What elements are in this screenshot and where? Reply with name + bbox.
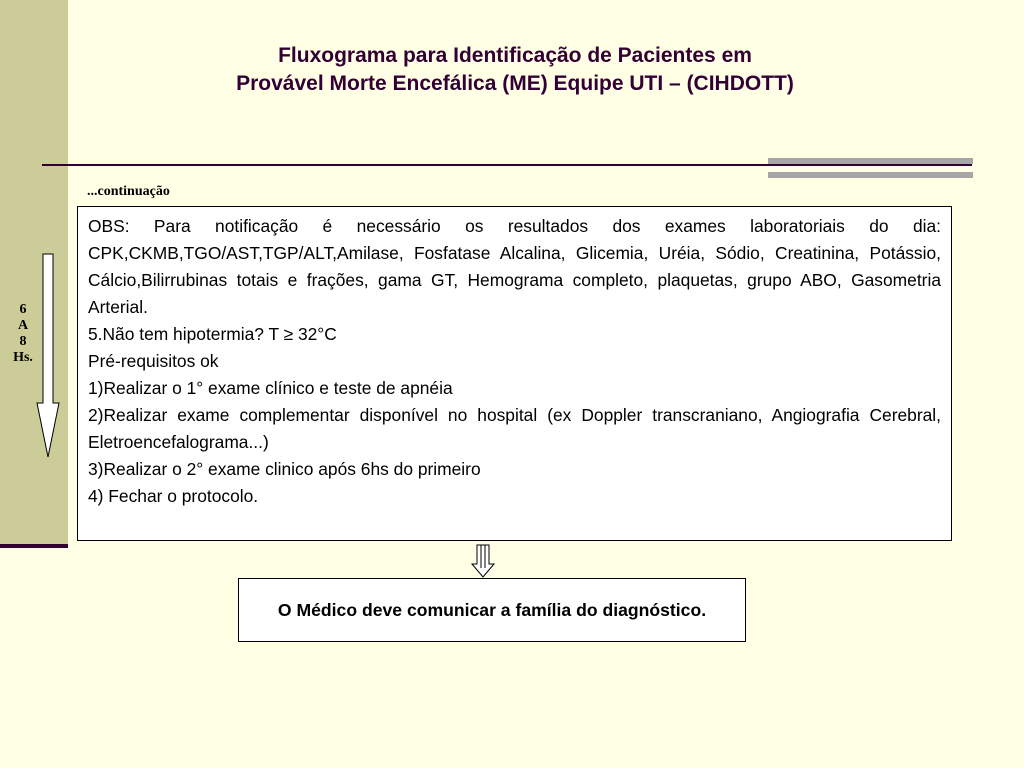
result-text: O Médico deve comunicar a família do diagnóstico.	[277, 599, 707, 620]
side-band-bottom-line	[0, 544, 68, 548]
page-title	[110, 42, 920, 98]
step-4: 4) Fechar o protocolo.	[88, 486, 259, 506]
title-line-2: Provável Morte Encefálica (ME) Equipe UTI – (CIHDOTT)	[236, 72, 794, 95]
timeline-line-2: A	[17, 318, 29, 333]
step-1: 1)Realizar o 1° exame clínico e teste de apnéia	[88, 378, 453, 398]
hypothermia-item: 5.Não tem hipotermia? T ≥ 32°C	[88, 324, 337, 344]
accent-bar-top	[768, 158, 973, 164]
timeline-label	[8, 302, 38, 366]
connector-down-arrow-icon	[471, 544, 495, 578]
obs-box	[77, 206, 952, 541]
timeline-line-1: 6	[19, 302, 27, 317]
step-3: 3)Realizar o 2° exame clinico após 6hs do primeiro	[88, 459, 481, 479]
continuation-label: ...continuação	[87, 184, 170, 199]
result-box	[238, 578, 746, 642]
timeline-line-4: Hs.	[13, 350, 33, 365]
obs-paragraph: OBS: Para notificação é necessário os resultados dos exames laboratoriais do dia: CPK,CKMB,TGO/AST,TGP/ALT,Amilase, Fosfatase Alcalina, Glicemia, Uréia, Sódio, Creatinina, Potássio, Cálcio,Bilirrubinas totais e frações, gama GT, Hemograma completo, plaquetas, grupo ABO, Gasometria Arterial.	[88, 216, 941, 317]
timeline-line-3: 8	[19, 334, 27, 349]
prerequisites-item: Pré-requisitos ok	[88, 351, 219, 371]
title-line-1: Fluxograma para Identificação de Pacientes em	[278, 44, 752, 67]
step-2: 2)Realizar exame complementar disponível no hospital (ex Doppler transcraniano, Angiografia Cerebral, Eletroencefalograma...)	[88, 405, 941, 452]
timeline-down-arrow-icon	[36, 253, 60, 459]
accent-bar-bottom	[768, 172, 973, 178]
title-accent-bars	[768, 158, 973, 178]
